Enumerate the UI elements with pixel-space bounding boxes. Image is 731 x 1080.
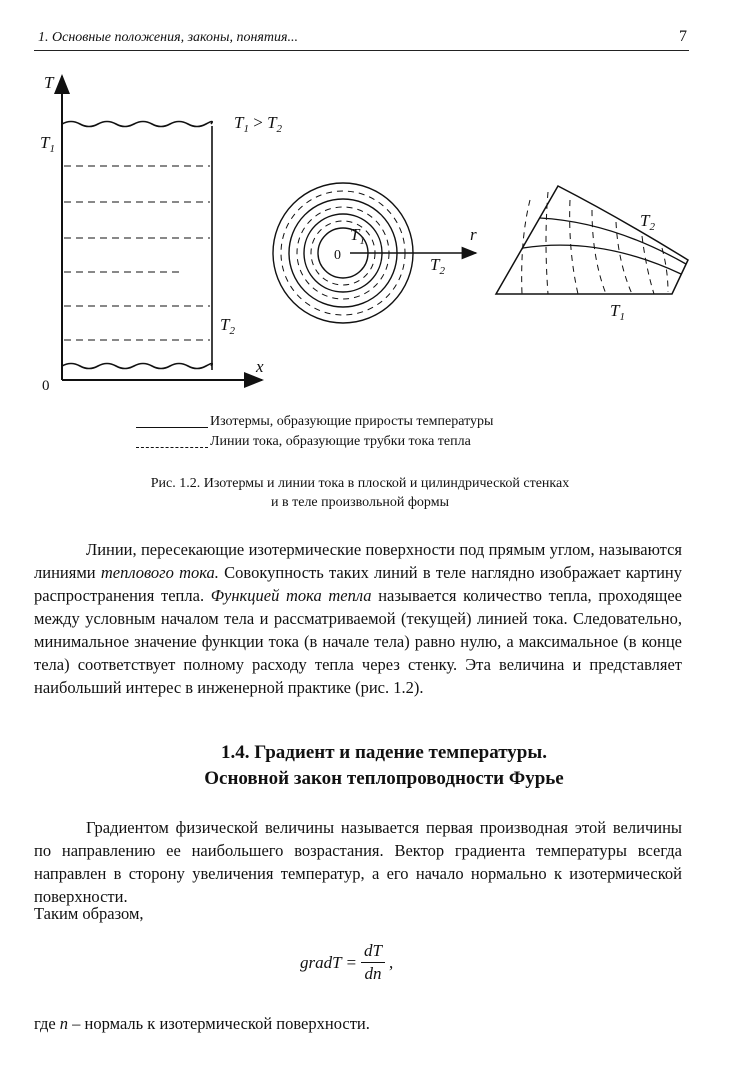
cylinder-wall-diagram (273, 183, 476, 323)
formula-denominator: dn (364, 964, 382, 983)
gradient-formula (300, 940, 393, 985)
body-t1-label: $T_1$ (610, 301, 625, 323)
axis-x-label: x (256, 357, 264, 376)
running-title: 1. Основные положения, законы, понятия... (38, 30, 299, 45)
page-number: 7 (679, 28, 687, 45)
figure-caption (110, 474, 610, 512)
origin-label: 0 (42, 378, 50, 394)
t2-label: $T_2$ (220, 315, 235, 337)
paragraph-thus: Таким образом, (34, 904, 144, 923)
axis-t-label: T (44, 73, 54, 92)
paragraph-gradient-definition: Градиентом физической величины называется первая производная этой величины по направлению ее наибольшего возрастания. Вектор градиента температуры всегда направлен в сторону увеличения температур, а его начало нормально к изотермической поверхности. (34, 818, 682, 906)
formula-fraction (361, 940, 385, 985)
formula-trail: , (388, 952, 394, 972)
section-title-line-1: 1.4. Градиент и падение температуры. (221, 742, 547, 763)
t1-label: $T_1$ (40, 133, 55, 155)
arbitrary-body-diagram (496, 186, 688, 294)
circle-t2-label: $T_2$ (430, 255, 445, 277)
legend-dashed-label: Линии тока, образующие трубки тока тепла (210, 434, 471, 449)
figure-legend (136, 412, 493, 452)
condition-label: $T_1 > T_2$ (234, 113, 283, 135)
section-title-line-2: Основной закон теплопроводности Фурье (204, 768, 564, 789)
legend-dashed (136, 432, 493, 452)
running-header (34, 28, 689, 51)
radius-label: r (470, 225, 477, 244)
circle-center-label: 0 (334, 248, 341, 263)
figure-isotherms (0, 60, 731, 405)
legend-solid (136, 412, 493, 432)
paragraph-heat-flow-lines: Линии, пересекающие изотермические поверхности под прямым углом, называются линиями теплового тока. Совокупность таких линий в теле наглядно изображает картину распространения тепла. Функцией тока тепла называется количество тепла, проходящее между условным началом тела и рассматриваемой (текущей) линией тока. Следовательно, минимальное значение функции тока (в начале тела) равно нулю, а максимальное (в конце тела) соответствует полному расходу тепла через стенку. Эта величина и представляет наибольший интерес в инженерной практике (рис. 1.2). (34, 540, 683, 697)
dashed-line-swatch (136, 437, 208, 448)
formula-lhs: gradT = (300, 952, 357, 972)
formula-numerator: dT (361, 940, 385, 963)
caption-line-1: Рис. 1.2. Изотермы и линии тока в плоской и цилиндрической стенках (150, 476, 570, 491)
section-heading (34, 740, 731, 792)
paragraph-normal: где n – нормаль к изотермической поверхности. (34, 1014, 370, 1033)
circle-t1-label: $T_1$ (350, 225, 365, 247)
caption-line-2: и в теле произвольной формы (271, 495, 449, 510)
body-t2-label: $T_2$ (640, 211, 655, 233)
solid-line-swatch (136, 417, 208, 428)
legend-solid-label: Изотермы, образующие приросты температуры (210, 414, 494, 429)
